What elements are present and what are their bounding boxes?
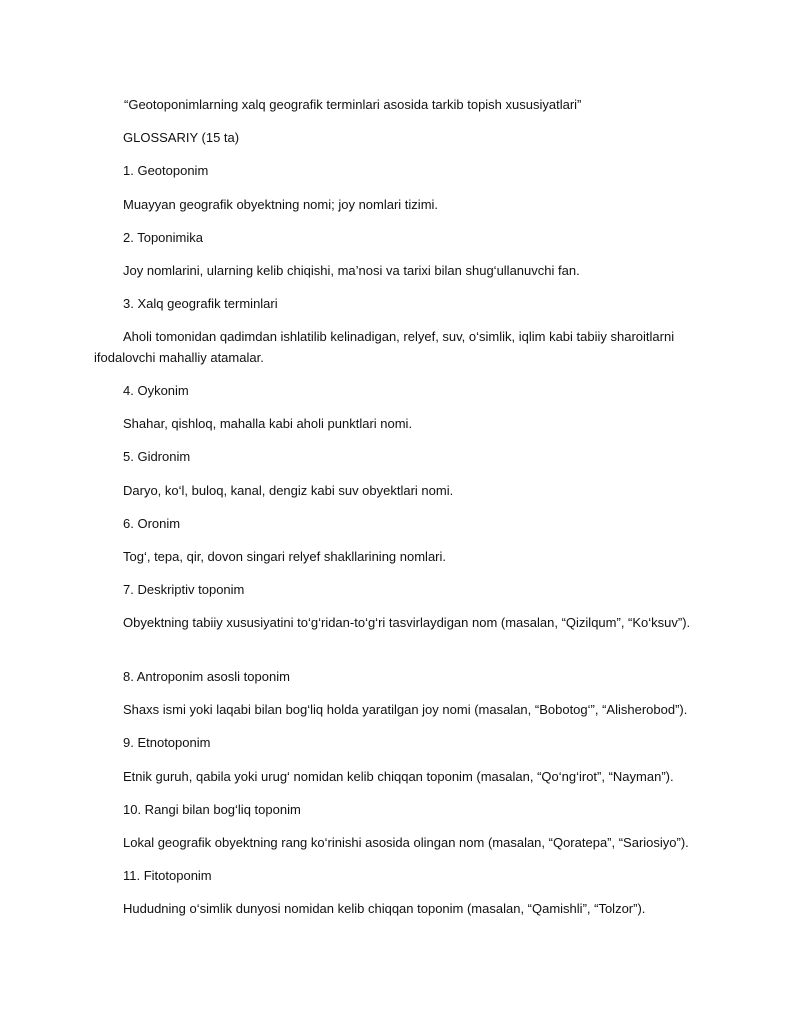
entry-definition: Hududning o‘simlik dunyosi nomidan kelib chiqqan toponim (masalan, “Qamishli”, “Tolzor”).	[123, 901, 646, 916]
entry-term: 9. Etnotoponim	[123, 735, 211, 750]
glossary-heading: GLOSSARIY (15 ta)	[123, 130, 240, 145]
entry-term: 11. Fitotoponim	[123, 868, 212, 883]
entry-term: 1. Geotoponim	[123, 163, 209, 178]
entry-definition: Etnik guruh, qabila yoki urug‘ nomidan kelib chiqqan toponim (masalan, “Qo‘ng‘irot”, “Nayman”).	[123, 769, 674, 784]
entry-definition: Daryo, ko‘l, buloq, kanal, dengiz kabi suv obyektlari nomi.	[123, 483, 454, 498]
entry-term: 10. Rangi bilan bog‘liq toponim	[123, 802, 301, 817]
document-title: “Geotoponimlarning xalq geografik terminlari asosida tarkib topish xususiyatlari”	[124, 97, 582, 112]
entry-definition: Tog‘, tepa, qir, dovon singari relyef shakllarining nomlari.	[123, 549, 447, 564]
entry-definition: Shaxs ismi yoki laqabi bilan bog‘liq holda yaratilgan joy nomi (masalan, “Bobotog‘”, “Alisherobod”).	[123, 702, 688, 717]
entry-definition: Aholi tomonidan qadimdan ishlatilib kelinadigan, relyef, suv, o‘simlik, iqlim kabi tabiiy sharoitlarni ifodalovchi mahalliy atamalar.	[94, 329, 675, 365]
entry-term: 8. Antroponim asosli toponim	[123, 669, 290, 684]
entry-term: 2. Toponimika	[123, 230, 203, 245]
entry-definition: Muayyan geografik obyektning nomi; joy nomlari tizimi.	[123, 197, 439, 212]
entry-definition: Obyektning tabiiy xususiyatini to‘g‘ridan-to‘g‘ri tasvirlaydigan nom (masalan, “Qizilqum”, “Ko‘ksuv”).	[123, 615, 691, 630]
entry-definition: Joy nomlarini, ularning kelib chiqishi, ma’nosi va tarixi bilan shug‘ullanuvchi fan.	[123, 263, 580, 278]
entry-term: 5. Gidronim	[123, 449, 191, 464]
entry-term: 6. Oronim	[123, 516, 181, 531]
entry-definition: Lokal geografik obyektning rang ko‘rinishi asosida olingan nom (masalan, “Qoratepa”, “Sariosiyo”).	[123, 835, 689, 850]
entry-term: 3. Xalq geografik terminlari	[123, 296, 278, 311]
entry-term: 7. Deskriptiv toponim	[123, 582, 245, 597]
entry-term: 4. Oykonim	[123, 383, 189, 398]
entry-definition: Shahar, qishloq, mahalla kabi aholi punktlari nomi.	[123, 416, 413, 431]
